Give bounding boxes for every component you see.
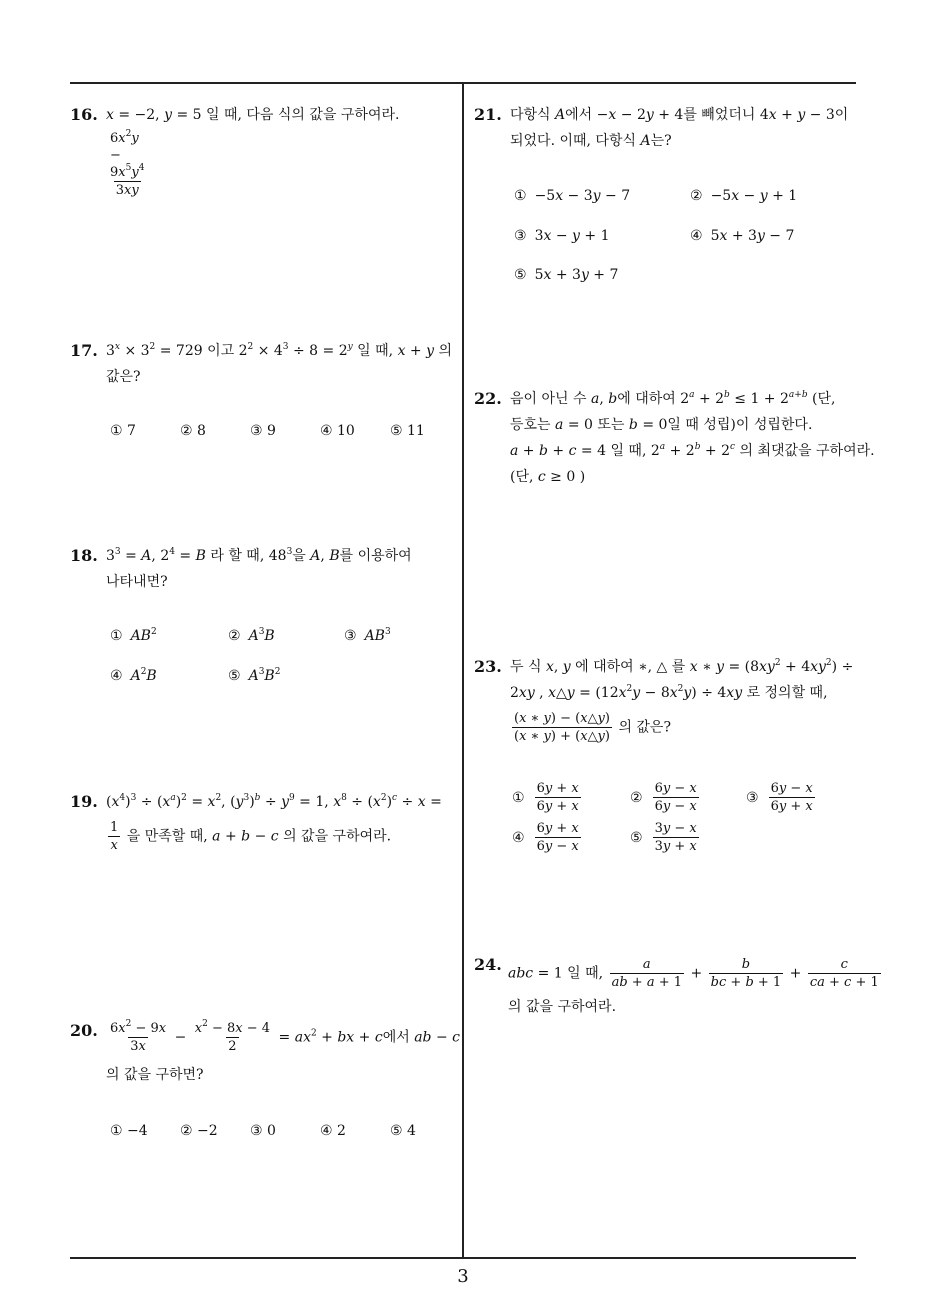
page-number: 3 [457,1266,469,1287]
q21-option-5[interactable]: ⑤ 5x + 3y + 7 [514,267,619,283]
q23-option-1[interactable]: ① $\frac{6y + x}{6y + x}$ [512,781,579,814]
q20-option-1[interactable]: ① −4 [110,1123,148,1139]
question-text: 음이 아닌 수 a, b에 대하여 $2^a + 2^b \le 1 + 2^{a+b}$ (단, [510,390,836,407]
question-text-line2: 2xy , x△y = $(12x^2y - 8x^2y) \div 4xy$ 로 정의할 때, [510,684,828,701]
q23-option-2[interactable]: ② $\frac{6y - x}{6y - x}$ [630,781,697,814]
q20-option-2[interactable]: ② −2 [180,1123,218,1139]
q20-option-5[interactable]: ⑤ 4 [390,1123,416,1139]
q23-option-3[interactable]: ③ $\frac{6y - x}{6y + x}$ [746,781,813,814]
question-text-line2: 의 값을 구하면? [106,1067,204,1083]
q20-option-4[interactable]: ④ 2 [320,1123,346,1139]
question-number: 17. [70,341,98,360]
bottom-rule [70,1257,856,1259]
question-text: 두 식 x, y 에 대하여 ∗, △ 를 x ∗ $y = (8xy^2 + 4xy^2)$ ÷ [510,658,854,675]
question-text-line2: 의 값을 구하여라. [508,999,617,1015]
q18-option-1[interactable]: ① $AB^2$ [110,627,157,644]
question-text: $3^3 = A$, $2^4 = B$ 라 할 때, $48^3$을 A, B를 이용하여 [106,547,412,564]
q17-option-5[interactable]: ⑤ 11 [390,423,425,439]
q23-option-5[interactable]: ⑤ $\frac{3y - x}{3y + x}$ [630,821,697,854]
q18-option-2[interactable]: ② $A^3B$ [228,627,275,644]
question-text: $3^x \times 3^2 = 729$ 이고 $2^2 \times 4^3 \div 8 = 2^y$ 일 때, x + y 의 [106,342,453,359]
q21-option-4[interactable]: ④ 5x + 3y − 7 [690,228,795,244]
question-text-line3: a + b + c = 4 일 때, $2^a + 2^b + 2^c$ 의 최댓값을 구하여라. [510,442,875,459]
q17-option-4[interactable]: ④ 10 [320,423,355,439]
q21-option-1[interactable]: ① −5x − 3y − 7 [514,188,631,204]
question-text-line2: 되었다. 이때, 다항식 A는? [510,133,672,149]
question-text: $(x^4)^3 \div (x^a)^2 = x^2$, $(y^3)^b \div y^9 = 1$, $x^8 \div (x^2)^c \div x$ = [106,793,442,810]
question-number: 16. [70,105,98,124]
question-text: $\frac{6x^2 - 9x}{3x}$ − $\frac{x^2 - 8x - 4}{2}$ = $ax^2$ + bx + c에서 ab − c [110,1019,460,1054]
question-text-line4: (단, c ≥ 0 ) [510,469,586,485]
question-number: 19. [70,792,98,811]
question-number: 24. [474,955,502,974]
q18-option-4[interactable]: ④ $A^2B$ [110,667,157,684]
question-text-line2: 나타내면? [106,574,168,590]
q18-option-3[interactable]: ③ $AB^3$ [344,627,391,644]
question-number: 23. [474,657,502,676]
q17-option-1[interactable]: ① 7 [110,423,136,439]
question-text: x = −2, y = 5 일 때, 다음 식의 값을 구하여라. [106,107,400,123]
question-text: abc = 1 일 때, $\frac{a}{ab + a + 1}$ + $\frac{b}{bc + b + 1}$ + $\frac{c}{ca + c + 1}$ [508,957,879,990]
column-divider [462,83,464,1258]
q17-option-2[interactable]: ② 8 [180,423,206,439]
q23-option-4[interactable]: ④ $\frac{6y + x}{6y - x}$ [512,821,579,854]
question-number: 21. [474,105,502,124]
question-text-line3: $\frac{(x ∗ y) - (x\triangle y)}{(x ∗ y) + (x\triangle y)}$ 의 값은? [514,711,671,744]
q21-option-3[interactable]: ③ 3x − y + 1 [514,228,610,244]
question-number: 18. [70,546,98,565]
question-text-line2: $\frac{1}{x}$ 을 만족할 때, a + b − c 의 값을 구하여라. [110,820,392,853]
question-number: 20. [70,1021,98,1040]
question-number: 22. [474,389,502,408]
question-text: 다항식 A에서 −x − 2y + 4를 빼었더니 4x + y − 3이 [510,107,849,123]
q20-option-3[interactable]: ③ 0 [250,1123,276,1139]
q18-option-5[interactable]: ⑤ $A^3B^2$ [228,667,281,684]
q17-option-3[interactable]: ③ 9 [250,423,276,439]
q21-option-2[interactable]: ② −5x − y + 1 [690,188,798,204]
question-text-line2: 값은? [106,369,141,385]
question-text-line2: 등호는 a = 0 또는 b = 0일 때 성립)이 성립한다. [510,417,813,433]
math-expression: $\frac{6x^2y - 9x^5y^4}{3xy}$ [110,129,145,198]
